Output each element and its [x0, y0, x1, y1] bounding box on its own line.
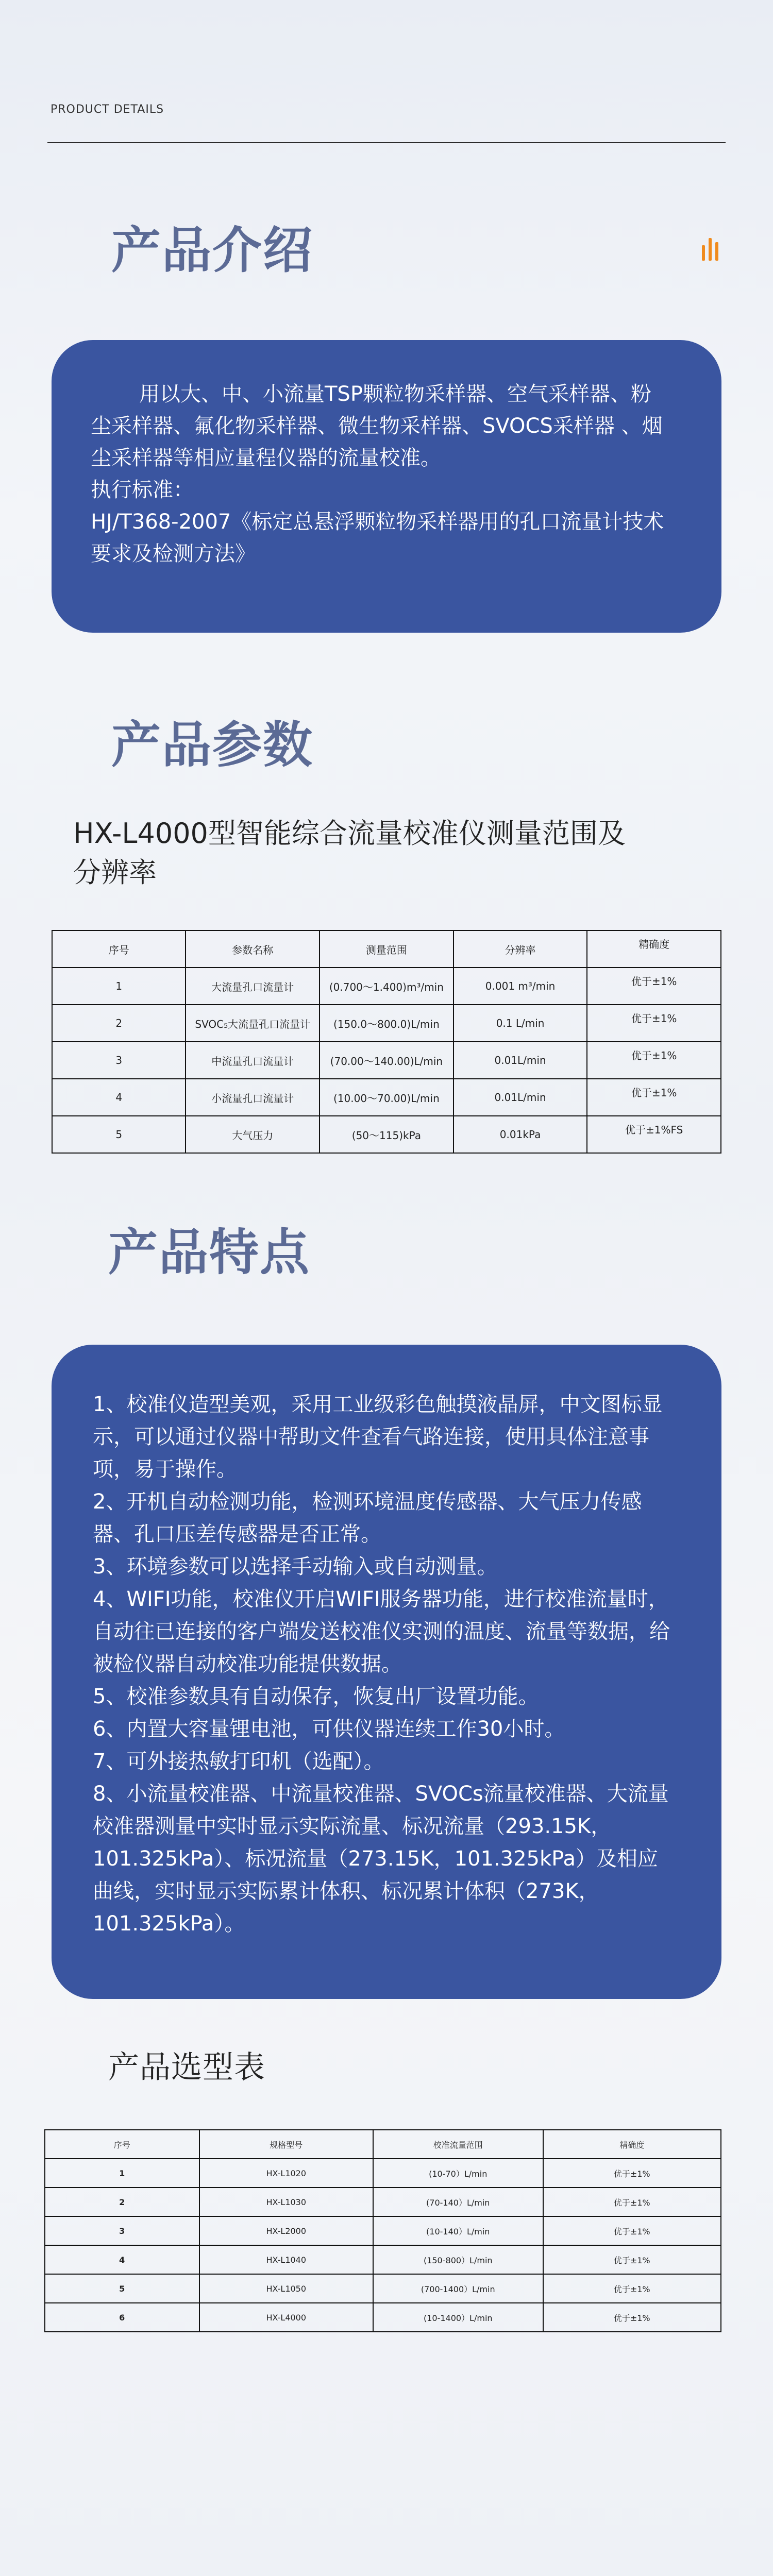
measurement-table	[52, 930, 721, 1154]
selection-table	[44, 2129, 721, 2332]
table-header-row	[45, 2130, 721, 2159]
table-cell: 优于±1%	[587, 968, 721, 1005]
table-cell: (10.00～70.00)L/min	[320, 1079, 453, 1116]
table-cell: 优于±1%	[587, 1079, 721, 1116]
table-header: 精确度	[543, 2130, 721, 2159]
header-divider	[47, 142, 726, 143]
table-cell: 优于±1%	[543, 2303, 721, 2332]
table-cell: 优于±1%	[587, 1005, 721, 1042]
table-cell: 2	[45, 2188, 199, 2216]
table-cell: 0.01L/min	[453, 1042, 587, 1079]
table-cell: (0.700～1.400)m³/min	[320, 968, 453, 1005]
table-header: 精确度	[587, 930, 721, 968]
feature-item: 5、校准参数具有自动保存，恢复出厂设置功能。	[93, 1685, 539, 1708]
table-cell: 优于±1%	[587, 1042, 721, 1079]
table-header: 测量范围	[320, 930, 453, 968]
table-cell: SVOC₅大流量孔口流量计	[186, 1005, 320, 1042]
table-cell: 优于±1%	[543, 2188, 721, 2216]
table-cell: 1	[52, 968, 186, 1005]
features-card	[52, 1345, 721, 1999]
feature-item: 1、校准仪造型美观，采用工业级彩色触摸液晶屏，中文图标显示，可以通过仪器中帮助文件查看气路连接，使用具体注意事项，易于操作。	[93, 1393, 663, 1481]
table-cell: HX-L2000	[199, 2216, 373, 2245]
intro-description: 用以大、中、小流量TSP颗粒物采样器、空气采样器、粉尘采样器、氟化物采样器、微生物采样器、SVOCS采样器 、烟尘采样器等相应量程仪器的流量校准。	[91, 382, 663, 470]
table-header: 序号	[45, 2130, 199, 2159]
table-header: 规格型号	[199, 2130, 373, 2159]
feature-item: 6、内置大容量锂电池，可供仪器连续工作30小时。	[93, 1717, 565, 1741]
table-row	[52, 1005, 721, 1042]
table-cell: (150-800）L/min	[373, 2245, 543, 2274]
table-cell: (50～115)kPa	[320, 1116, 453, 1153]
intro-standard: HJ/T368-2007《标定总悬浮颗粒物采样器用的孔口流量计技术要求及检测方法》	[91, 510, 664, 566]
table-row	[45, 2188, 721, 2216]
table-cell: 4	[45, 2245, 199, 2274]
table-cell: (10-140）L/min	[373, 2216, 543, 2245]
table-cell: 5	[45, 2274, 199, 2303]
table-header: 校准流量范围	[373, 2130, 543, 2159]
table-cell: (150.0～800.0)L/min	[320, 1005, 453, 1042]
table-header: 分辨率	[453, 930, 587, 968]
table-row	[52, 968, 721, 1005]
header-label: PRODUCT DETAILS	[51, 103, 164, 116]
feature-item: 8、小流量校准器、中流量校准器、SVOCs流量校准器、大流量校准器测量中实时显示实际流量、标况流量（293.15K，101.325kPa）、标况流量（273.15K，101.325kPa）及相应曲线，实时显示实际累计体积、标况累计体积（273K，101.325kPa）。	[93, 1782, 669, 1936]
table-row	[45, 2159, 721, 2188]
selection-title: 产品选型表	[108, 2049, 265, 2086]
table-cell: 小流量孔口流量计	[186, 1079, 320, 1116]
table-cell: 优于±1%FS	[587, 1116, 721, 1153]
table-row	[45, 2274, 721, 2303]
table-cell: (700-1400）L/min	[373, 2274, 543, 2303]
table-cell: HX-L4000	[199, 2303, 373, 2332]
table-row	[45, 2245, 721, 2274]
table-cell: 优于±1%	[543, 2274, 721, 2303]
table-cell: (70.00～140.00)L/min	[320, 1042, 453, 1079]
intro-title: 产品介绍	[111, 222, 313, 279]
table-header-row	[52, 930, 721, 968]
table-cell: 1	[45, 2159, 199, 2188]
table-cell: 0.01L/min	[453, 1079, 587, 1116]
table-row	[45, 2303, 721, 2332]
table-cell: HX-L1020	[199, 2159, 373, 2188]
feature-item: 2、开机自动检测功能，检测环境温度传感器、大气压力传感器、孔口压差传感器是否正常。	[93, 1490, 642, 1546]
feature-item: 7、可外接热敏打印机（选配）。	[93, 1750, 384, 1773]
table-cell: 0.1 L/min	[453, 1005, 587, 1042]
table-cell: 3	[45, 2216, 199, 2245]
table-cell: 4	[52, 1079, 186, 1116]
feature-item: 4、WIFI功能，校准仪开启WIFI服务器功能，进行校准流量时，自动往已连接的客户端发送校准仪实测的温度、流量等数据，给被检仪器自动校准功能提供数据。	[93, 1587, 670, 1676]
bars-icon	[702, 238, 722, 261]
table-row	[52, 1042, 721, 1079]
table-row	[52, 1079, 721, 1116]
table-cell: 优于±1%	[543, 2159, 721, 2188]
params-title: 产品参数	[111, 716, 313, 774]
table-cell: 0.001 m³/min	[453, 968, 587, 1005]
table-cell: 大气压力	[186, 1116, 320, 1153]
table-cell: 优于±1%	[543, 2245, 721, 2274]
table-header: 序号	[52, 930, 186, 968]
table-header: 参数名称	[186, 930, 320, 968]
table-cell: HX-L1030	[199, 2188, 373, 2216]
intro-standard-label: 执行标准：	[91, 478, 194, 502]
feature-item: 3、环境参数可以选择手动输入或自动测量。	[93, 1555, 498, 1579]
table-heading: HX-L4000型智能综合流量校准仪测量范围及分辨率	[73, 817, 626, 889]
table-cell: 中流量孔口流量计	[186, 1042, 320, 1079]
table-cell: 5	[52, 1116, 186, 1153]
table-cell: 6	[45, 2303, 199, 2332]
table-cell: 2	[52, 1005, 186, 1042]
table-cell: 优于±1%	[543, 2216, 721, 2245]
table-row	[52, 1116, 721, 1153]
features-title: 产品特点	[108, 1224, 310, 1281]
intro-card	[52, 340, 721, 633]
table-cell: 0.01kPa	[453, 1116, 587, 1153]
table-cell: HX-L1050	[199, 2274, 373, 2303]
table-cell: (10-1400）L/min	[373, 2303, 543, 2332]
table-cell: HX-L1040	[199, 2245, 373, 2274]
table-cell: 大流量孔口流量计	[186, 968, 320, 1005]
table-row	[45, 2216, 721, 2245]
table-cell: 3	[52, 1042, 186, 1079]
table-cell: (70-140）L/min	[373, 2188, 543, 2216]
table-cell: (10-70）L/min	[373, 2159, 543, 2188]
